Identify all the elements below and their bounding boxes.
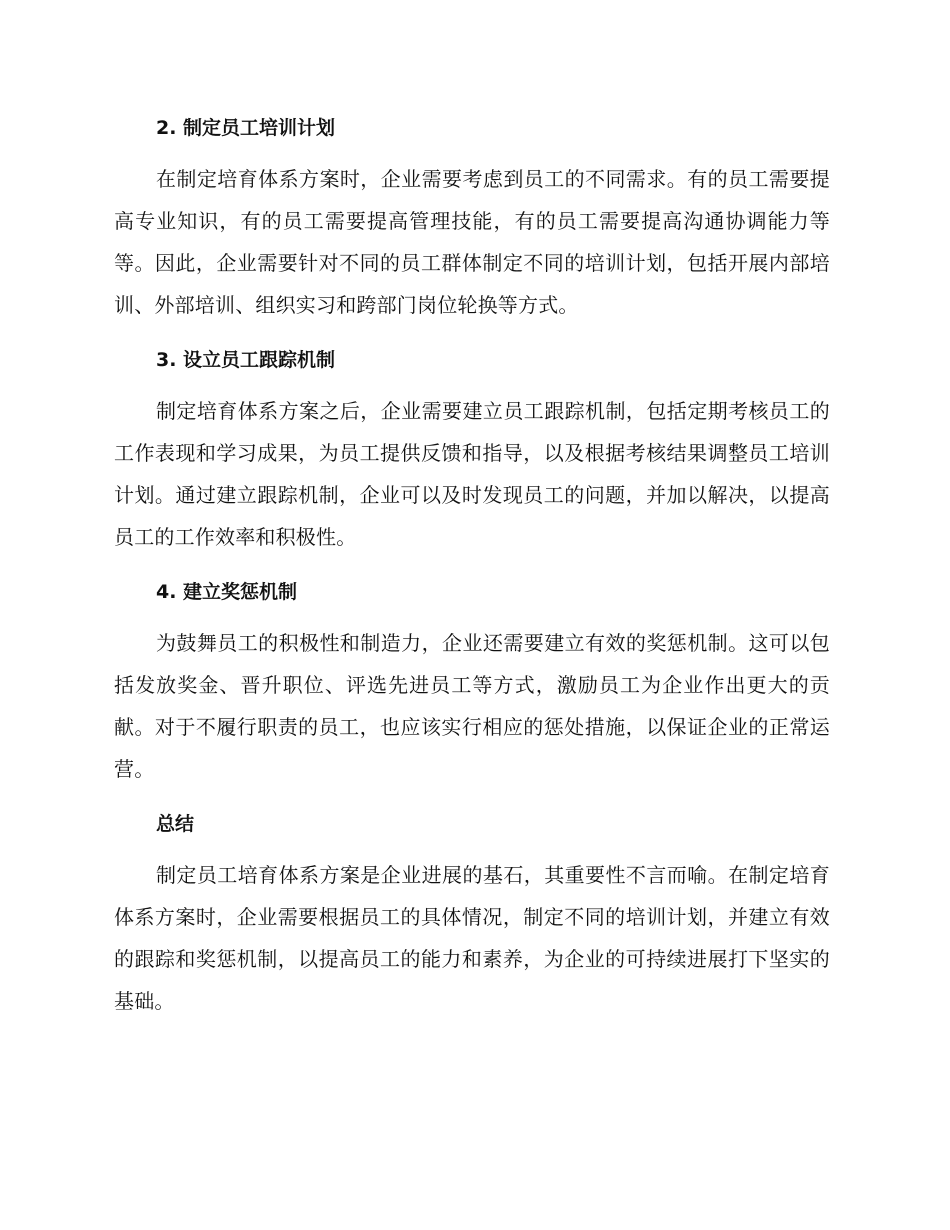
section-body-training-plan: 在制定培育体系方案时，企业需要考虑到员工的不同需求。有的员工需要提高专业知识，有的员工需要提高管理技能，有的员工需要提高沟通协调能力等等。因此，企业需要针对不同的员工群体制定不同的培训计划，包括开展内部培训、外部培训、组织实习和跨部门岗位轮换等方式。 (114, 167, 830, 317)
section-heading-training-plan: 2. 制定员工培训计划 (156, 117, 336, 139)
section-heading-summary: 总结 (156, 813, 195, 835)
section-heading-tracking-mechanism: 3. 设立员工跟踪机制 (156, 349, 336, 371)
section-body-reward-punishment: 为鼓舞员工的积极性和制造力，企业还需要建立有效的奖惩机制。这可以包括发放奖金、晋升职位、评选先进员工等方式，激励员工为企业作出更大的贡献。对于不履行职责的员工，也应该实行相应的惩处措施，以保证企业的正常运营。 (114, 631, 830, 781)
document-page (114, 108, 830, 1022)
section-heading-reward-punishment: 4. 建立奖惩机制 (156, 581, 298, 603)
section-body-summary: 制定员工培育体系方案是企业进展的基石，其重要性不言而喻。在制定培育体系方案时，企业需要根据员工的具体情况，制定不同的培训计划，并建立有效的跟踪和奖惩机制，以提高员工的能力和素养，为企业的可持续进展打下坚实的基础。 (114, 863, 830, 1013)
section-body-tracking-mechanism: 制定培育体系方案之后，企业需要建立员工跟踪机制，包括定期考核员工的工作表现和学习成果，为员工提供反馈和指导，以及根据考核结果调整员工培训计划。通过建立跟踪机制，企业可以及时发现员工的问题，并加以解决，以提高员工的工作效率和积极性。 (114, 399, 830, 549)
